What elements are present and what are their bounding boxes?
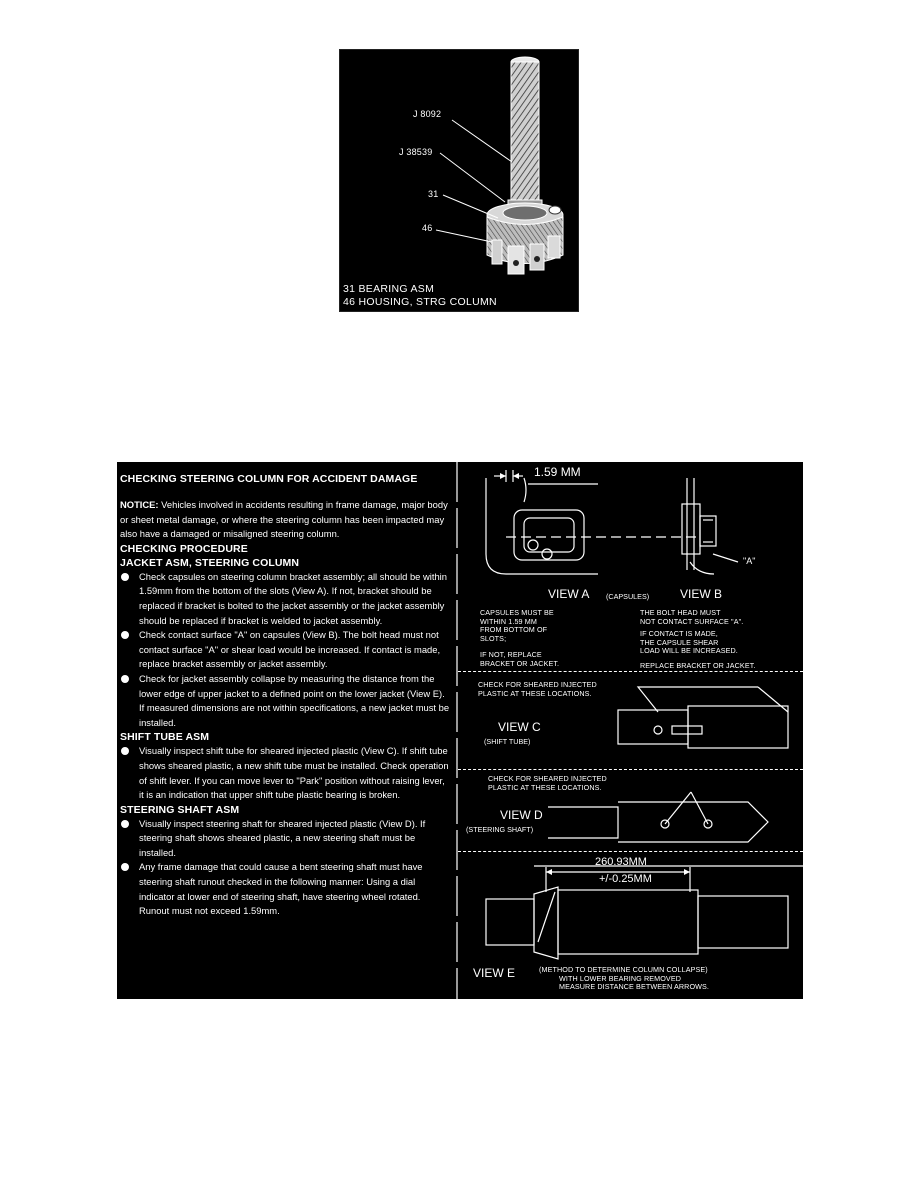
note-line: WITH LOWER BEARING REMOVED <box>559 973 682 983</box>
callout-j8092: J 8092 <box>413 109 442 119</box>
surface-a-label: "A" <box>743 556 756 566</box>
tool-illustration <box>340 50 579 312</box>
callout-j38539: J 38539 <box>399 147 433 157</box>
note-line: MEASURE DISTANCE BETWEEN ARROWS. <box>559 982 710 992</box>
figure-title: CHECKING STEERING COLUMN FOR ACCIDENT DAMAGE <box>120 473 418 485</box>
procedure-heading: CHECKING PROCEDURE <box>120 542 248 555</box>
note-line: CHECK FOR SHEARED INJECTED <box>478 680 597 689</box>
legend-housing: 46 HOUSING, STRG COLUMN <box>343 296 497 308</box>
bullet-item <box>120 628 450 672</box>
note-line: THE CAPSULE SHEAR <box>640 637 719 647</box>
view-c-label: VIEW C <box>498 720 541 734</box>
view-d-label: VIEW D <box>500 808 543 822</box>
procedure-text-column <box>120 472 450 919</box>
notice-label: NOTICE: <box>120 499 159 510</box>
bullet-item <box>120 672 450 730</box>
note-line: PLASTIC AT THESE LOCATIONS. <box>488 782 602 792</box>
accident-damage-check-figure <box>117 462 803 999</box>
note-line: SLOTS; <box>480 633 507 643</box>
note-line: FROM BOTTOM OF <box>480 625 548 635</box>
note-column-collapse <box>539 966 709 992</box>
note-line: LOAD WILL BE INCREASED. <box>640 646 738 656</box>
bullet-text: Check capsules on steering column bracket assembly; all should be within 1.59mm from the bottom of the slots (View A). If not, bracket should be replaced if bracket is bolted to the jacket assembly or the jacket assembly should be replaced if bracket is welded to jacket assembly. <box>139 570 447 626</box>
note-line: NOT CONTACT SURFACE "A". <box>640 616 744 626</box>
bullet-text: Any frame damage that could cause a bent steering shaft must have steering shaft runout checked in the following manner: Using a dial indicator at lower end of steering shaft, have steering wheel rotated. Runout must not exceed 1.59mm. <box>139 861 423 917</box>
section-heading-jacket: JACKET ASM, STEERING COLUMN <box>120 556 300 569</box>
legend-bearing-asm: 31 BEARING ASM <box>343 283 435 295</box>
note-bolt-head <box>640 609 756 671</box>
note-line: CHECK FOR SHEARED INJECTED <box>488 774 607 783</box>
capsules-label: (CAPSULES) <box>606 592 650 601</box>
bullet-text: Check for jacket assembly collapse by measuring the distance from the lower edge of upper jacket to a defined point on the lower jacket (View E). If measured dimensions are not within specifications, a new jacket must be installed. <box>139 672 450 728</box>
view-a-label: VIEW A <box>548 587 590 601</box>
dim-260-93mm: 260.93MM <box>595 856 647 868</box>
view-b-label: VIEW B <box>680 587 723 601</box>
bullet-item <box>120 570 450 628</box>
bullet-item <box>120 860 450 918</box>
bullet-item <box>120 817 450 861</box>
tolerance-label: +/-0.25MM <box>599 873 652 885</box>
dim-1-59mm: 1.59 MM <box>534 465 581 479</box>
notice-text: Vehicles involved in accidents resulting in frame damage, major body or sheet metal damage, or where the steering column has been impacted may also have a damaged or misaligned steering column. <box>120 499 448 540</box>
bullet-text: Check contact surface "A" on capsules (View B). The bolt head must not contact surface "A" or shear load would be increased. If contact is made, replace bracket assembly or jacket assembly. <box>139 629 441 670</box>
bullet-text: Visually inspect shift tube for sheared injected plastic (View C). If shift tube shows sheared plastic, a new shift tube must be installed. Check operation of shift lever. If you can move lever to "Park" position without raising lever, it is an indication that upper shift tube plastic bearing is broken. <box>139 745 449 801</box>
check-note-d <box>488 775 607 792</box>
bullet-dot-icon <box>121 631 129 639</box>
diagram-column <box>458 462 803 999</box>
note-line: WITHIN 1.59 MM <box>480 616 537 626</box>
note-line: (METHOD TO DETERMINE COLUMN COLLAPSE) <box>539 965 708 974</box>
note-line: REPLACE BRACKET OR JACKET. <box>640 660 756 670</box>
bullet-dot-icon <box>121 573 129 581</box>
note-line: IF NOT, REPLACE <box>480 650 542 660</box>
note-capsules <box>480 609 559 669</box>
note-line: PLASTIC AT THESE LOCATIONS. <box>478 688 592 698</box>
bullet-dot-icon <box>121 675 129 683</box>
note-line: BRACKET OR JACKET. <box>480 658 560 668</box>
bullet-dot-icon <box>121 820 129 828</box>
note-line: IF CONTACT IS MADE, <box>640 629 718 639</box>
check-note-c <box>478 681 597 698</box>
view-e-label: VIEW E <box>473 966 516 980</box>
bullet-dot-icon <box>121 863 129 871</box>
note-line: THE BOLT HEAD MUST <box>640 608 721 617</box>
callout-31: 31 <box>428 189 439 199</box>
shift-tube-label: (SHIFT TUBE) <box>484 737 531 746</box>
notice-block <box>120 498 450 542</box>
bearing-tool-figure <box>339 49 579 312</box>
bullet-dot-icon <box>121 747 129 755</box>
note-line: CAPSULES MUST BE <box>480 608 554 617</box>
bullet-item <box>120 744 450 802</box>
bullet-text: Visually inspect steering shaft for sheared injected plastic (View D). If steering shaft shows sheared plastic, a new steering shaft must be installed. <box>139 817 426 858</box>
section-heading-shift-tube: SHIFT TUBE ASM <box>120 731 210 744</box>
steering-shaft-label: (STEERING SHAFT) <box>466 825 534 834</box>
section-heading-steering-shaft: STEERING SHAFT ASM <box>120 803 240 816</box>
callout-46: 46 <box>422 223 433 233</box>
